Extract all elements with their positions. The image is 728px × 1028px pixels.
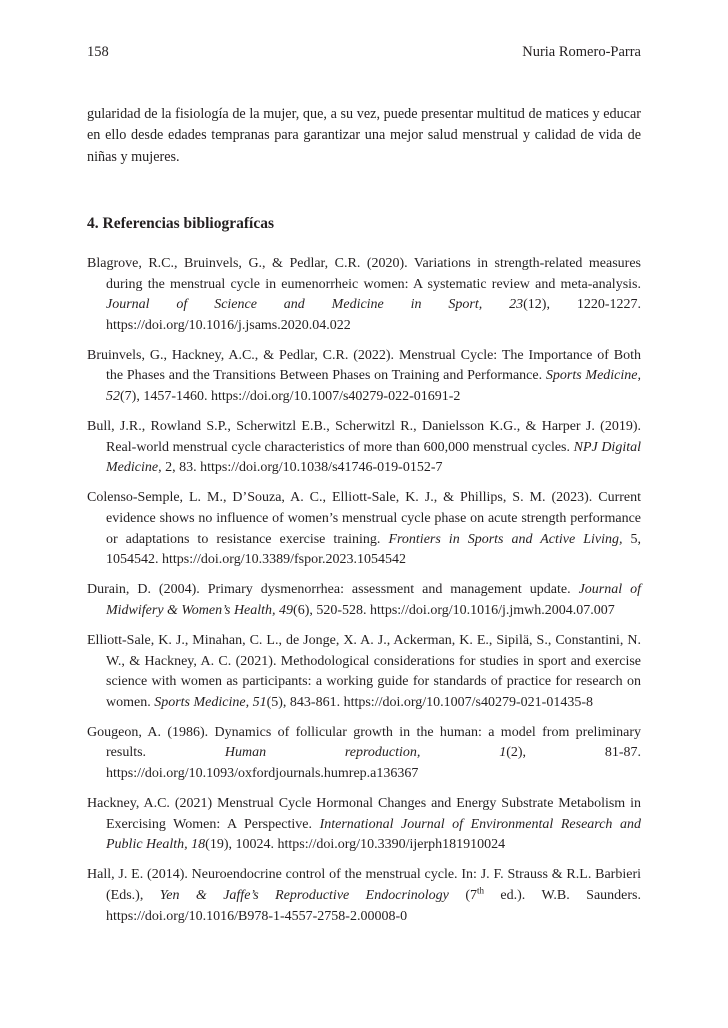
running-head-author: Nuria Romero-Parra [522,44,641,60]
journal-title: Sports Medicine, 51 [154,694,267,710]
section-title: 4. Referencias bibliografícas [87,215,274,232]
edition-superscript: th [476,885,484,896]
page-number: 158 [87,44,109,60]
journal-title: Journal of Midwifery & Women’s Health, 49 [106,582,641,618]
reference-item: Colenso-Semple, L. M., D’Souza, A. C., Elliott-Sale, K. J., & Phillips, S. M. (2023). Current evidence shows no influence of women’s menstrual cycle phase on acute strength performance or adaptations to resistance exercise training. Frontiers in Sports and Active Living, 5, 1054542. https://doi.org/10.3389/fspor.2023.1054542 [87,490,642,568]
journal-title: Sports Medicine, 52 [106,368,641,405]
reference-item: Bruinvels, G., Hackney, A.C., & Pedlar, C.R. (2022). Menstrual Cycle: The Importance of Both the Phases and the Transitions Between Phases on Training and Performance. Sports Medicine, 52(7), 1457-1460. https://doi.org/10.1007/s40279-022-01691-2 [87,347,641,405]
reference-item: Gougeon, A. (1986). Dynamics of follicular growth in the human: a model from preliminary results. Human reproduction, 1(2), 81-87. https://doi.org/10.1093/oxfordjournals.humrep.a136367 [87,724,641,782]
reference-item: Blagrove, R.C., Bruinvels, G., & Pedlar, C.R. (2020). Variations in strength-related measures during the menstrual cycle in eumenorrheic women: A systematic review and meta-analysis. Journal of Science and Medicine in Sport, 23(12), 1220-1227. https://doi.org/10.1016/j.jsams.2020.04.022 [87,256,641,333]
intro-paragraph: gularidad de la fisiología de la mujer, que, a su vez, puede presentar multitud de matices y educar en ello desde edades tempranas para garantizar una mejor salud menstrual y calidad de vida de niñas y mujeres. [87,106,641,165]
journal-title: NPJ Digital Medicine [106,439,641,476]
reference-item: Hall, J. E. (2014). Neuroendocrine control of the menstrual cycle. In: J. F. Strauss & R.L. Barbieri (Eds.), Yen & Jaffe’s Reproductive Endocrinology (7th ed.). W.B. Saunders. https://doi.org/10.1016/B978-1-4557-2758-2.00008-0 [87,867,641,924]
reference-item: Bull, J.R., Rowland S.P., Scherwitzl E.B., Scherwitzl R., Danielsson K.G., & Harper J. (2019). Real-world menstrual cycle characteristics of more than 600,000 menstrual cycles. NPJ Digital Medicine, 2, 83. https://doi.org/10.1038/s41746-019-0152-7 [87,419,641,476]
page-header [87,44,641,64]
book-title: Yen & Jaffe’s Reproductive Endocrinology [159,888,449,904]
journal-title: Frontiers in Sports and Active Living, [388,531,623,547]
reference-item: Elliott-Sale, K. J., Minahan, C. L., de Jonge, X. A. J., Ackerman, K. E., Sipilä, S., Constantini, N. W., & Hackney, A. C. (2021). Methodological considerations for studies in sport and exercise science with women as participants: a working guide for standards of practice for research on women. Sports Medicine, 51(5), 843-861. https://doi.org/10.1007/s40279-021-01435-8 [87,633,641,710]
journal-title: Journal of Science and Medicine in Sport, 23 [106,297,524,313]
journal-title: Human reproduction, 1 [224,745,507,761]
journal-title: International Journal of Environmental Research and Public Health, 18 [106,816,641,853]
reference-item: Durain, D. (2004). Primary dysmenorrhea: assessment and management update. Journal of Midwifery & Women’s Health, 49(6), 520-528. https://doi.org/10.1016/j.jmwh.2004.07.007 [87,582,641,618]
reference-list [87,254,641,937]
reference-item: Hackney, A.C. (2021) Menstrual Cycle Hormonal Changes and Energy Substrate Metabolism in Exercising Women: A Perspective. International Journal of Environmental Research and Public Health, 18(19), 10024. https://doi.org/10.3390/ijerph181910024 [87,796,641,853]
